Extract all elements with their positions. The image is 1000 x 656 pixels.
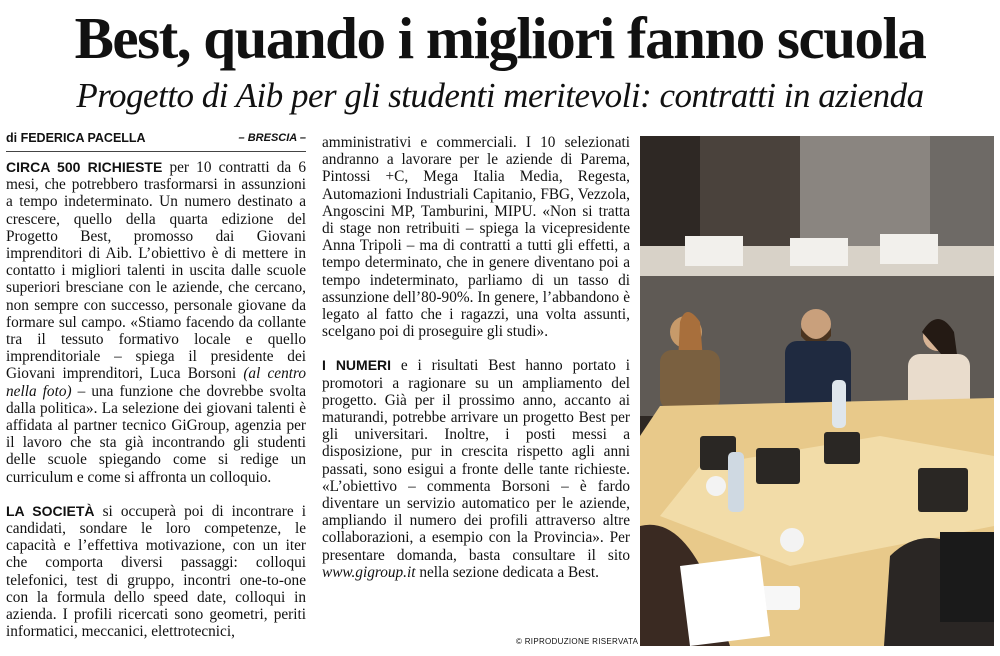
paper-notes <box>680 556 770 646</box>
glass <box>780 528 804 552</box>
laptop <box>940 532 994 622</box>
paragraph-lead: CIRCA 500 RICHIESTE <box>6 159 163 175</box>
chair <box>685 236 743 266</box>
paragraph-text: si occuperà poi di incontrare i candidati, sondare le loro competenze, le capacità e l’effettiva motivazione, con un iter che comporta diversi passaggi: colloqui telefonici, test di gruppo, incontri one-to-one con la formula dello speed date, colloqui in azienda. I profili ricercati sono geometri, periti informatici, meccanici, elettrotecnici, <box>6 502 307 641</box>
person-body <box>660 350 720 410</box>
microphone-unit <box>824 432 860 464</box>
paragraph-lead: LA SOCIETÀ <box>6 502 95 519</box>
chair <box>880 234 938 264</box>
article-column-1 <box>6 159 306 640</box>
paragraph-text: – una funzione che dovrebbe svolta dalla politica». La selezione dei giovani talenti è affidata al partner tecnico GiGroup, agenzia per il lavoro che sta già incontrando gli studenti delle scuole spiegando come si redige un curriculum e come si affronta un colloquio. <box>6 382 306 486</box>
paragraph-continuation: amministrativi e commerciali. I 10 selezionati andranno a lavorare per le aziende di Parema, Pintossi +C, Mega Italia Media, Regesta, Automazioni Industriali Capitanio, FBG, Vezzola, Angoscini MP, Tamburini, MIPU. «Non si tratta di stage non retribuiti – spiega la vicepresidente Anna Tripoli – ma di contratti a tutti gli effetti, a tempo determinato, che in genere diventano poi a tempo indeterminato, parliamo di un tasso di assunzione dell’80-90%. In genere, l’abbandono è legato al fatto che i ragazzi, una volta assunti, scelgano poi di proseguire gli studi». <box>322 134 630 341</box>
byline-place: – BRESCIA – <box>238 132 306 144</box>
water-bottle <box>832 380 846 428</box>
microphone-unit <box>756 448 800 484</box>
copyright-notice: © RIPRODUZIONE RISERVATA <box>516 637 639 646</box>
glass <box>706 476 726 496</box>
water-bottle <box>728 452 744 512</box>
paragraph-text: e i risultati Best hanno portato i promotori a ragionare su un ampliamento del progetto. Già per il prossimo anno, accanto ai maturandi, potrebbe arrivare un progetto Best per gli universitari. Inoltre, i posti messi a disposizione, pur in crescita rispetto agli anni passati, sono esigui a fronte delle tante richieste. «L’obiettivo – commenta Borsoni – è fardo diventare un servizio automatico per le aziende, ampliando il numero dei profili attraverso altre collaborazioni, a esempio con la Provincia». Per presentare domanda, basta consultare il sito <box>322 357 631 564</box>
byline-rule <box>6 151 306 152</box>
paragraph-text: per 10 contratti da 6 mesi, che potrebbero trasformarsi in assunzioni a tempo indeterminato. Un numero destinato a crescere, quello della quarta edizione del Progetto Best, promosso dai Giovani imprenditori di Aib. L’obiettivo è di mettere in contatto i migliori talenti in uscita dalle scuole superiori bresciane con le aziende, che cercano, non sempre con successo, personale giovane da formare sul campo. «Stiamo facendo da collante tra il tessuto formativo locale e quello imprenditoriale – spiega il presidente dei Giovani imprenditori, Luca Borsoni <box>6 159 307 383</box>
subheadline: Progetto di Aib per gli studenti meritevoli: contratti in azienda <box>76 76 924 115</box>
paragraph-numeri <box>322 357 630 581</box>
byline <box>6 131 306 151</box>
chair <box>790 238 848 266</box>
paragraph-intro <box>6 159 306 486</box>
microphone-unit <box>918 468 968 512</box>
paragraph-text: nella sezione dedicata a Best. <box>415 563 599 581</box>
paragraph-lead: I NUMERI <box>322 357 392 374</box>
meeting-photo-illustration <box>640 136 994 646</box>
meeting-photo <box>640 136 994 646</box>
article-column-2 <box>322 134 630 581</box>
byline-author: di FEDERICA PACELLA <box>6 131 146 145</box>
headline: Best, quando i migliori fanno scuola <box>74 5 926 71</box>
website-link[interactable]: www.gigroup.it <box>322 563 416 581</box>
paragraph-societa <box>6 503 306 641</box>
photo-reference: (al centro nella foto) <box>6 365 307 400</box>
